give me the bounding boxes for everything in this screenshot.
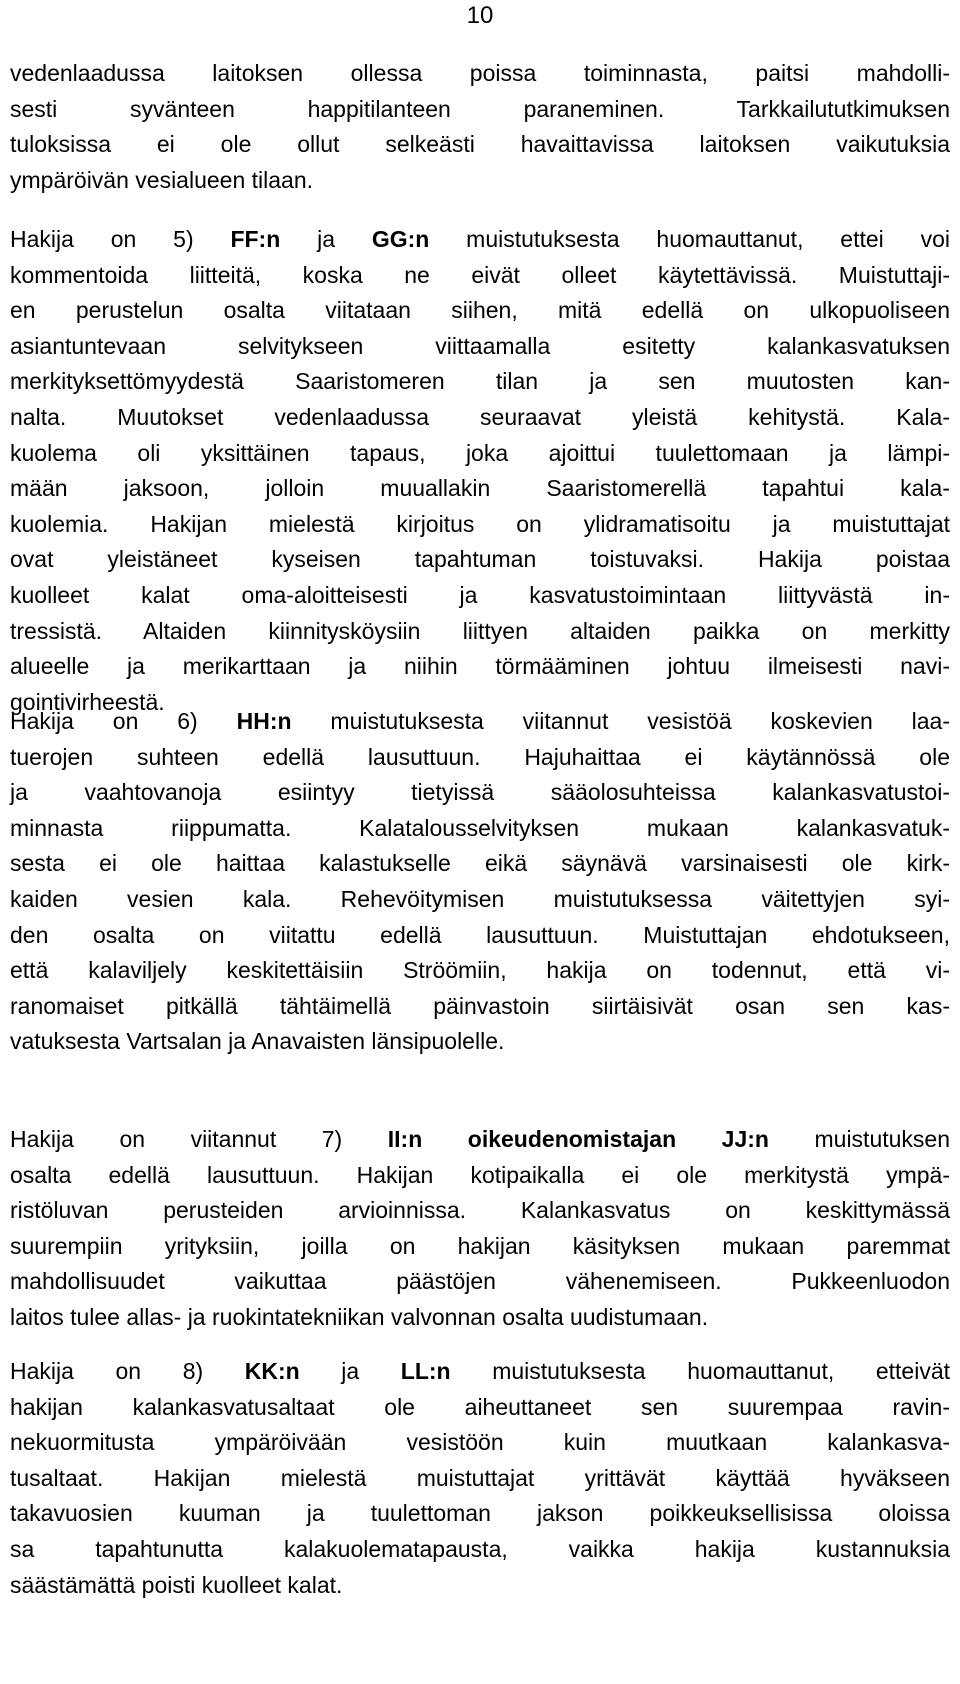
text-line: kuolema oli yksittäinen tapaus, joka ajoittui tuulettomaan ja lämpi-: [10, 439, 950, 466]
text-line: merkityksettömyydestä Saaristomeren tilan ja sen muutosten kan-: [10, 368, 950, 395]
text-line: asiantuntevaan selvitykseen viittaamalla esitetty kalankasvatuksen: [10, 332, 950, 359]
text-line: ympäröivän vesialueen tilaan.: [10, 166, 314, 193]
text-line: minnasta riippumatta. Kalatalousselvityksen mukaan kalankasvatuk-: [10, 814, 950, 841]
text-line: nekuormitusta ympäröivään vesistöön kuin muutkaan kalankasva-: [10, 1429, 950, 1456]
text-line: den osalta on viitattu edellä lausuttuun. Muistuttajan ehdotukseen,: [10, 921, 950, 948]
text-line: Hakija on 8) KK:n ja LL:n muistutuksesta huomauttanut, etteivät: [10, 1358, 951, 1384]
text-line: ja vaahtovanoja esiintyy tietyissä sääolosuhteissa kalankasvatustoi-: [10, 779, 950, 806]
text-line: alueelle ja merikarttaan ja niihin törmääminen johtuu ilmeisesti navi-: [10, 653, 950, 680]
text-line: osalta edellä lausuttuun. Hakijan kotipaikalla ei ole merkitystä ympä-: [10, 1161, 950, 1188]
text-line: että kalaviljely keskitettäisiin Ströömiin, hakija on todennut, että vi-: [10, 957, 950, 984]
bold-name: LL:n: [400, 1358, 451, 1384]
text-line: ranomaiset pitkällä tähtäimellä päinvastoin siirtäisivät osan sen kas-: [10, 992, 950, 1019]
text-line: Hakija on 5) FF:n ja GG:n muistutuksesta huomauttanut, ettei voi: [10, 226, 950, 252]
text-line: mahdollisuudet vaikuttaa päästöjen vähenemiseen. Pukkeenluodon: [10, 1268, 950, 1295]
text-line: tusaltaat. Hakijan mielestä muistuttajat yrittävät käyttää hyväkseen: [10, 1464, 950, 1491]
text-line: ovat yleistäneet kyseisen tapahtuman toistuvaksi. Hakija poistaa: [10, 546, 950, 573]
text-line: tressistä. Altaiden kiinnitysköysiin liittyen altaiden paikka on merkitty: [10, 617, 950, 644]
text-line: Hakija on 6) HH:n muistutuksesta viitannut vesistöä koskevien laa-: [10, 708, 950, 734]
text-line: kommentoida liitteitä, koska ne eivät olleet käytettävissä. Muistuttaji-: [10, 261, 950, 288]
text-line: vatuksesta Vartsalan ja Anavaisten länsipuolelle.: [10, 1028, 505, 1055]
text-line: tuerojen suhteen edellä lausuttuun. Hajuhaittaa ei käytännössä ole: [10, 743, 950, 770]
text-line: Hakija on viitannut 7) II:n oikeudenomistajan JJ:n muistutuksen: [10, 1126, 950, 1152]
text-line: hakijan kalankasvatusaltaat ole aiheuttaneet sen suurempaa ravin-: [10, 1393, 950, 1420]
bold-name: KK:n: [244, 1358, 300, 1384]
text-line: kuolleet kalat oma-aloitteisesti ja kasvatustoimintaan liittyvästä in-: [10, 582, 950, 608]
text-line: suurempiin yrityksiin, joilla on hakijan käsityksen mukaan paremmat: [10, 1232, 950, 1259]
text-line: vedenlaadussa laitoksen ollessa poissa toiminnasta, paitsi mahdolli-: [10, 60, 950, 86]
text-line: säästämättä poisti kuolleet kalat.: [10, 1571, 343, 1598]
text-line: ristöluvan perusteiden arvioinnissa. Kalankasvatus on keskittymässä: [10, 1197, 950, 1224]
text-line: sesta ei ole haittaa kalastukselle eikä säynävä varsinaisesti ole kirk-: [10, 850, 950, 877]
text-line: laitos tulee allas- ja ruokintatekniikan valvonnan osalta uudistumaan.: [10, 1304, 709, 1330]
text-line: en perustelun osalta viitataan siihen, mitä edellä on ulkopuoliseen: [10, 297, 950, 324]
text-line: gointivirheestä.: [10, 688, 165, 715]
text-line: nalta. Muutokset vedenlaadussa seuraavat yleistä kehitystä. Kala-: [10, 404, 950, 430]
bold-name: HH:n: [236, 708, 292, 734]
text-line: sesti syvänteen happitilanteen paraneminen. Tarkkailututkimuksen: [10, 95, 950, 122]
text-line: mään jaksoon, jolloin muuallakin Saaristomerellä tapahtui kala-: [10, 475, 950, 502]
text-line: sa tapahtunutta kalakuolematapausta, vaikka hakija kustannuksia: [10, 1536, 950, 1562]
text-line: takavuosien kuuman ja tuulettoman jakson poikkeuksellisissa oloissa: [10, 1500, 950, 1527]
text-line: kuolemia. Hakijan mielestä kirjoitus on ylidramatisoitu ja muistuttajat: [10, 510, 950, 537]
bold-name: GG:n: [371, 226, 430, 252]
text-line: tuloksissa ei ole ollut selkeästi havaittavissa laitoksen vaikutuksia: [10, 131, 950, 158]
page-number: 10: [466, 2, 494, 29]
bold-name: FF:n: [230, 226, 281, 252]
text-line: kaiden vesien kala. Rehevöitymisen muistutuksessa väitettyjen syi-: [10, 886, 950, 912]
bold-name: II:n oikeudenomistajan JJ:n: [387, 1126, 769, 1152]
